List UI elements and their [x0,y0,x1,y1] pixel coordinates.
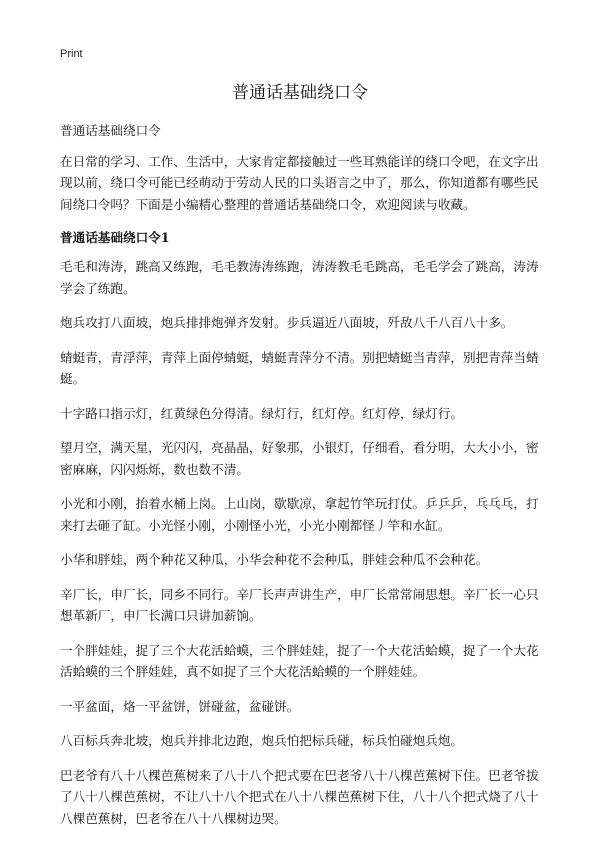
tongue-twister-paragraph: 一平盆面，烙一平盆饼，饼碰盆，盆碰饼。 [60,698,300,714]
tongue-twister-paragraph: 一个胖娃娃，捉了三个大花活蛤蟆，三个胖娃娃，捉了一个大花活蛤蟆，捉了一个大花活蛤蟆的三个胖娃娃，真不如捉了三个大花活蛤蟆的一个胖娃娃。 [60,642,539,679]
tongue-twister-paragraph: 小光和小刚，抬着水桶上岗。上山岗，歇歇凉，拿起竹竿玩打仗。乒乒乒，乓乓乓，打来打去砸了缸。小光怪小刚，小刚怪小光，小光小刚都怪丿竿和水缸。 [60,496,539,533]
tongue-twister-paragraph: 巴老爷有八十八棵芭蕉树来了八十八个把式要在巴老爷八十八棵芭蕉树下住。巴老爷拔了八十八棵芭蕉树，不让八十八个把式在八十八棵芭蕉树下住，八十八个把式烧了八十八棵芭蕉树，巴老爷在八十八棵树边哭。 [60,767,539,826]
tongue-twister-paragraph: 十字路口指示灯，红黄绿色分得清。绿灯行，红灯停。红灯停，绿灯行。 [60,405,463,421]
page-title: 普通话基础绕口令 [232,83,368,103]
section-heading: 普通话基础绕口令1 [60,230,170,245]
tongue-twister-paragraph: 炮兵攻打八面坡，炮兵排排炮弹齐发射。步兵逼近八面坡，歼敌八千八百八十多。 [60,315,514,330]
tongue-twister-paragraph: 八百标兵奔北坡，炮兵并排北边跑，炮兵怕把标兵碰，标兵怕碰炮兵炮。 [60,733,463,748]
tongue-twister-paragraph: 望月空，满天星，光闪闪，亮晶晶，好象那，小银灯，仔细看，看分明，大大小小，密密麻麻，闪闪烁烁，数也数不清。 [60,440,539,477]
article-body [60,120,550,842]
tongue-twister-paragraph: 小华和胖娃，两个种花又种瓜，小华会种花不会种瓜，胖娃会种瓜不会种花。 [60,552,489,567]
tongue-twister-paragraph: 毛毛和涛涛，跳高又练跑，毛毛教涛涛练跑，涛涛教毛毛跳高，毛毛学会了跳高，涛涛学会了练跑。 [60,259,539,296]
tongue-twister-paragraph: 蜻蜓青，青浮萍，青萍上面停蜻蜓，蜻蜓青萍分不清。别把蜻蜓当青萍，别把青萍当蜻蜓。 [60,349,539,386]
tongue-twister-paragraph: 辛厂长，申厂长，同乡不同行。辛厂长声声讲生产，申厂长常常闹思想。辛厂长一心只想革新厂，申厂长满口只讲加薪饷。 [60,586,539,623]
intro-subtitle: 普通话基础绕口令 [60,123,161,138]
print-link[interactable]: Print [60,48,83,60]
intro-paragraph: 在日常的学习、工作、生活中，大家肯定都接触过一些耳熟能详的绕口令吧，在文字出现以前，绕口令可能已经萌动于劳动人民的口头语言之中了，那么，你知道都有哪些民间绕口令吗？下面是小编精心整理的普通话基础绕口令，欢迎阅读与收藏。 [60,153,539,212]
